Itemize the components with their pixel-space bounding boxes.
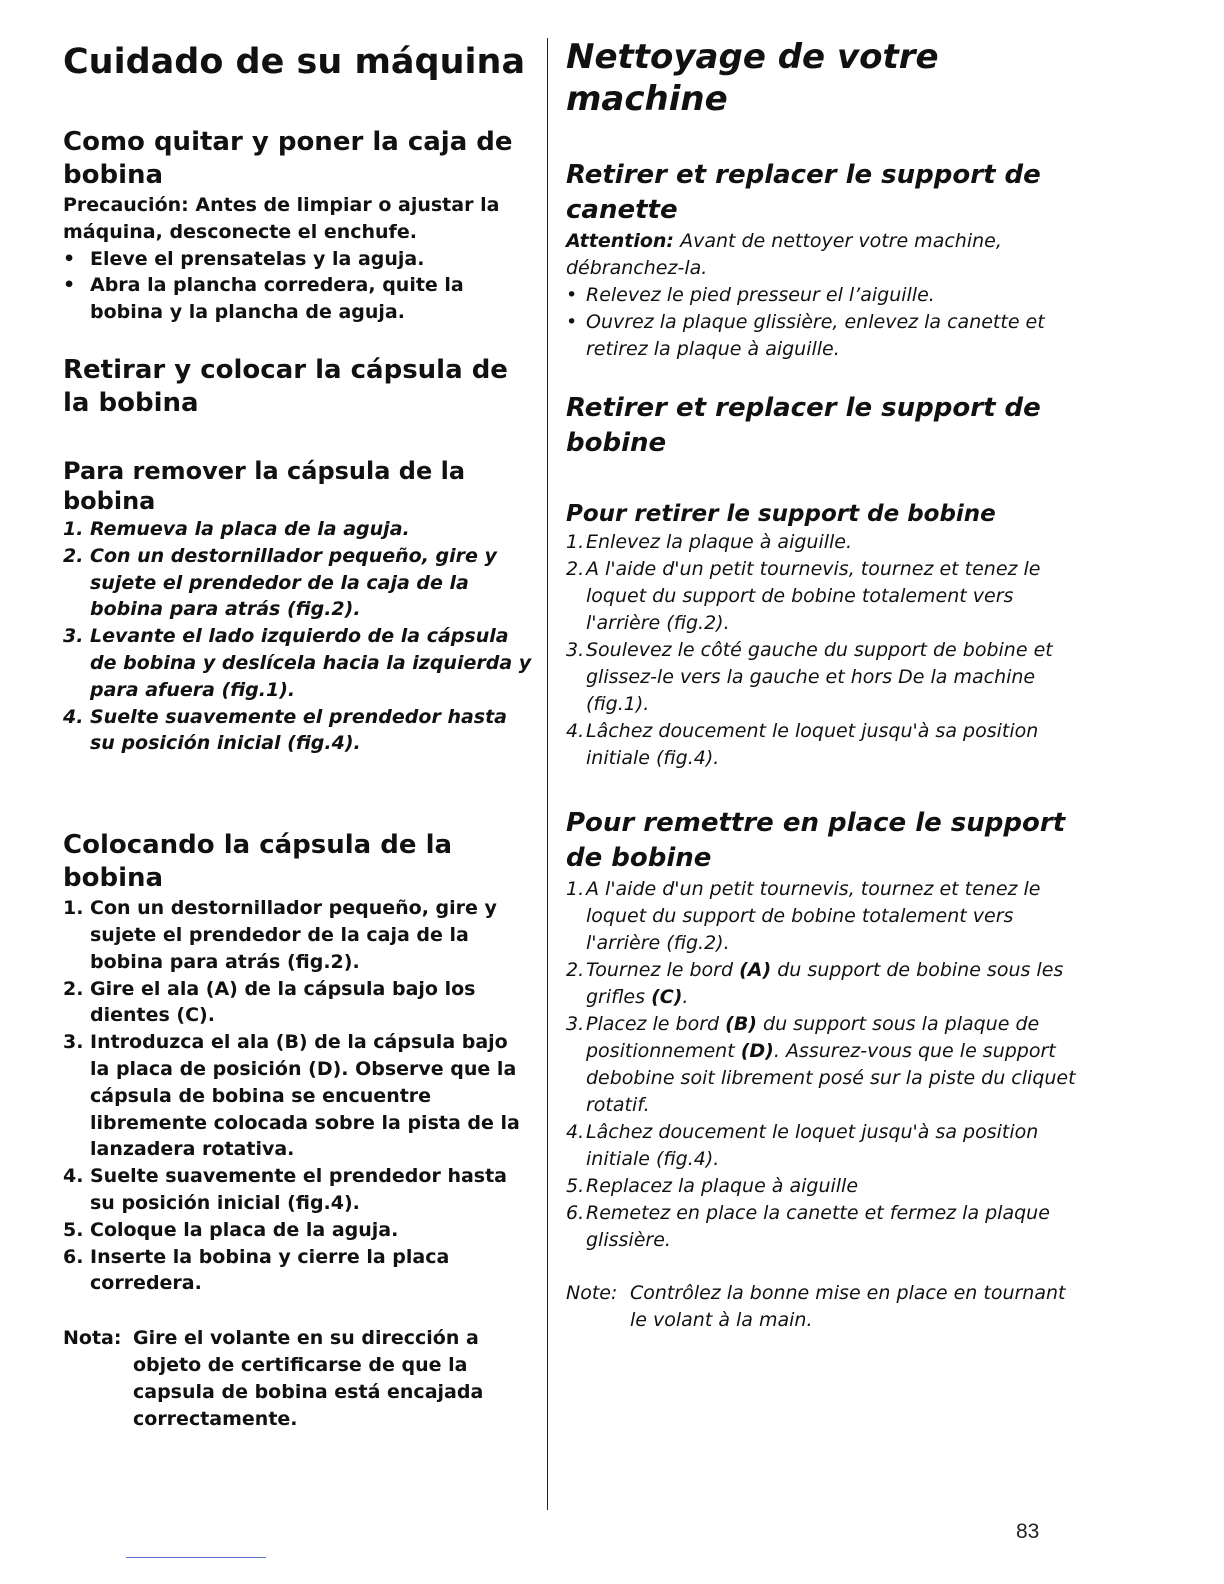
bullet-list-fr [566,282,1086,363]
list-item: • Relevez le pied presseur el l’aiguille. [566,284,935,306]
attention-label-fr: Attention: [566,230,675,252]
section-heading-fr-place: Pour remettre en place le support de bobine [566,808,1066,873]
spanish-column [63,30,533,1432]
list-item: 6. Remetez en place la canette et fermez la plaque glissière. [566,1202,1050,1251]
list-item: 3. Soulevez le côté gauche du support de bobine et glissez-le vers la gauche et hors De la machine (fig.1). [566,639,1053,715]
list-item: 1. Con un destornillador pequeño, gire y sujete el prendedor de la caja de la bobina para atrás (fig.2). [63,897,497,973]
list-item: 6. Inserte la bobina y cierre la placa corredera. [63,1245,450,1295]
page-title-fr: Nettoyage de votre machine [566,37,939,119]
list-item: 1. Remueva la placa de la aguja. [63,517,410,540]
list-item: 2. Con un destornillador pequeño, gire y sujete el prendedor de la caja de la bobina para atrás (fig.2). [63,544,497,621]
list-item: • Abra la plancha corredera, quite la bobina y la plancha de aguja. [63,274,464,324]
list-item: 4. Suelte suavemente el prendedor hasta su posición inicial (fig.4). [63,1165,507,1214]
french-column [566,30,1086,1334]
attention-fr [566,228,1086,282]
note-fr [566,1280,1086,1334]
section-heading-es-2: Retirar y colocar la cápsula de la bobina [63,354,508,418]
list-item: 3. Levante el lado izquierdo de la cápsula de bobina y deslícela hacia la izquierda y para afuera (fig.1). [63,625,532,701]
remove-steps-fr [566,529,1086,772]
list-item: 4. Lâchez doucement le loquet jusqu'à sa position initiale (fig.4). [566,1121,1039,1170]
note-label-es: Nota: [63,1327,122,1350]
list-item: 1. Enlevez la plaque à aiguille. [566,531,853,553]
note-label-fr: Note: [566,1282,618,1304]
caution-text-es: Antes de limpiar o ajustar la máquina, desconecte el enchufe. [63,194,500,243]
footer-rule [126,1557,266,1558]
list-item: • Ouvrez la plaque glissière, enlevez la canette et retirez la plaque à aiguille. [566,311,1045,360]
note-text-fr: Contrôlez la bonne mise en place en tournant le volant à la main. [630,1282,1066,1331]
list-item: 4. Suelte suavemente el prendedor hasta su posición inicial (fig.4). [63,705,507,755]
note-text-es: Gire el volante en su dirección a objeto de certificarse de que la capsula de bobina está encajada correctamente. [133,1327,484,1430]
page-number: 83 [1016,1520,1040,1543]
list-item: 2. Tournez le bord (A) du support de bobine sous les grifles (C). [566,959,1064,1008]
remove-steps-es [63,516,533,757]
subsection-heading-es-remove: Para remover la cápsula de la bobina [63,456,466,515]
section-heading-es-place: Colocando la cápsula de la bobina [63,830,453,894]
section-heading-fr-1: Retirer et replacer le support de canette [566,160,1041,225]
column-divider [547,38,548,1510]
list-item: 4. Lâchez doucement le loquet jusqu'à sa position initiale (fig.4). [566,720,1039,769]
list-item: 3. Placez le bord (B) du support sous la plaque de positionnement (D). Assurez-vous que le support debobine soit librement posé sur la piste du cliquet rotatif. [566,1013,1076,1116]
note-es [63,1325,533,1432]
caution-es [63,192,533,246]
list-item: 5. Replacez la plaque à aiguille [566,1175,859,1197]
place-steps-es [63,895,533,1297]
list-item: 3. Introduzca el ala (B) de la cápsula bajo la placa de posición (D). Observe que la cápsula de bobina se encuentre libremente colocada sobre la pista de la lanzadera rotativa. [63,1031,520,1161]
attention-text-fr: Avant de nettoyer votre machine, débranchez-la. [566,230,1002,279]
section-heading-fr-2: Retirer et replacer le support de bobine [566,393,1041,458]
subsection-heading-fr-remove: Pour retirer le support de bobine [566,501,996,527]
caution-label-es: Precaución: [63,194,189,216]
list-item: 1. A l'aide d'un petit tournevis, tournez et tenez le loquet du support de bobine totalement vers l'arrière (fig.2). [566,878,1041,954]
list-item: • Eleve el prensatelas y la aguja. [63,247,425,270]
bullet-list-es [63,246,533,326]
page-title-es: Cuidado de su máquina [63,42,526,82]
list-item: 2. Gire el ala (A) de la cápsula bajo los dientes (C). [63,977,476,1027]
section-heading-es-1: Como quitar y poner la caja de bobina [63,127,513,190]
place-steps-fr [566,876,1086,1254]
list-item: 2. A l'aide d'un petit tournevis, tournez et tenez le loquet du support de bobine totalement vers l'arrière (fig.2). [566,558,1041,634]
list-item: 5. Coloque la placa de la aguja. [63,1218,399,1241]
